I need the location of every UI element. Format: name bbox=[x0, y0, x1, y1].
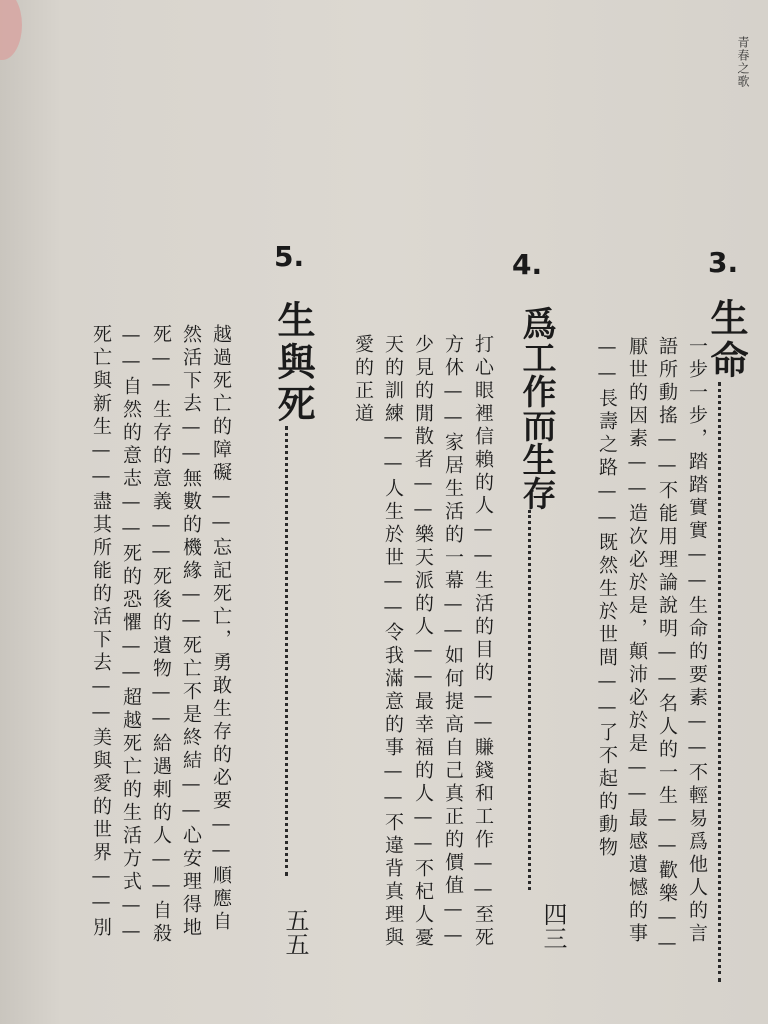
section-3-contents bbox=[592, 336, 712, 958]
contents-line: 語所動搖——不能用理論說明——名人的一生——歡樂—— bbox=[656, 336, 678, 958]
contents-line: ——自然的意志——死的恐懼——超越死亡的生活方式—— bbox=[120, 324, 142, 946]
contents-line: 越過死亡的障礙——忘記死亡，勇敢生存的必要——順應自 bbox=[210, 324, 232, 934]
contents-line: 天的訓練——人生於世——令我滿意的事——不違背真理與 bbox=[382, 334, 404, 950]
contents-line: 死——生存的意義——死後的遺物——給遇剌的人——自殺 bbox=[150, 324, 172, 946]
running-head: 青春之歌 bbox=[736, 36, 750, 88]
section-4-contents bbox=[348, 334, 498, 950]
section-title-text: 生與死 bbox=[271, 300, 315, 426]
contents-line: ——長壽之路——既然生於世間——了不起的動物 bbox=[596, 336, 618, 860]
contents-line: 一步一步，踏踏實實——生命的要素——不輕易爲他人的言 bbox=[686, 336, 708, 946]
section-title-text: 爲工作而生存 bbox=[516, 306, 556, 510]
section-number-5: 5. bbox=[274, 240, 305, 273]
contents-line: 方休——家居生活的一幕——如何提高自己真正的價值—— bbox=[442, 334, 464, 950]
contents-line: 愛的正道 bbox=[352, 334, 374, 426]
page-number-5: 五五 bbox=[281, 908, 309, 956]
leader-dots bbox=[528, 510, 531, 890]
contents-line: 打心眼裡信賴的人——生活的目的——賺錢和工作——至死 bbox=[472, 334, 494, 950]
page-number-4: 四三 bbox=[539, 902, 567, 950]
leader-dots bbox=[718, 382, 721, 982]
contents-line: 死亡與新生——盡其所能的活下去——美與愛的世界——別 bbox=[90, 324, 112, 940]
section-title-5 bbox=[266, 300, 321, 876]
thumb-edge bbox=[0, 0, 22, 60]
contents-line: 厭世的因素——造次必於是，顛沛必於是——最感遺憾的事 bbox=[626, 336, 648, 946]
section-number-4: 4. bbox=[512, 248, 543, 281]
section-title-4 bbox=[512, 306, 561, 890]
leader-dots bbox=[285, 426, 288, 876]
section-title-text: 生命 bbox=[704, 298, 748, 382]
contents-line: 少見的閒散者——樂天派的人——最幸福的人——不杞人憂 bbox=[412, 334, 434, 950]
section-5-contents bbox=[86, 324, 236, 946]
section-number-3: 3. bbox=[708, 246, 739, 279]
contents-line: 然活下去——無數的機緣——死亡不是終結——心安理得地 bbox=[180, 324, 202, 940]
